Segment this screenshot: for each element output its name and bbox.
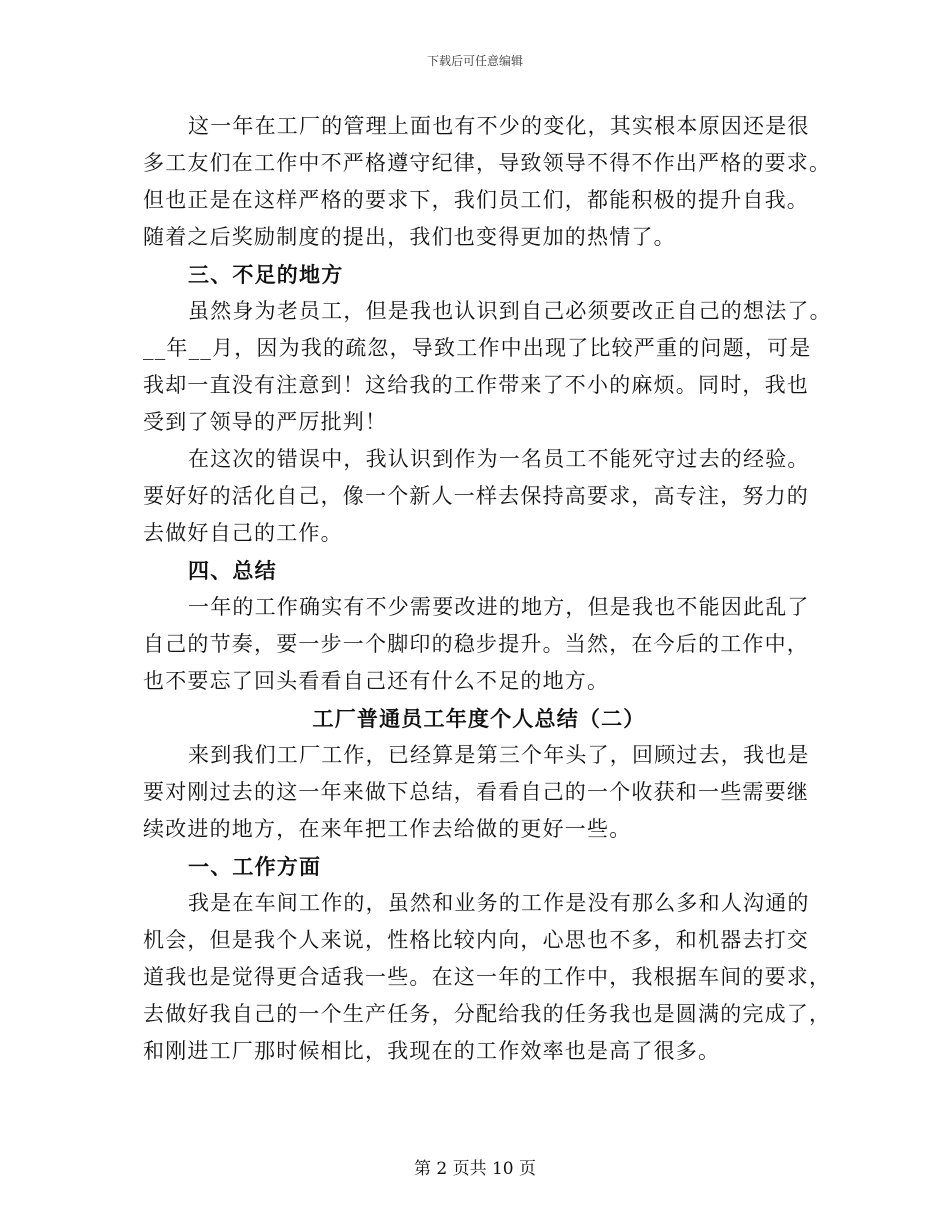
body-text-line: __年__月，因为我的疏忽，导致工作中出现了比较严重的问题，可是 [143, 336, 812, 360]
body-text-line: 去做好自己的工作。 [143, 521, 343, 545]
section-heading: 四、总结 [188, 558, 277, 583]
page-footer: 第 2 页共 10 页 [413, 1159, 537, 1179]
body-text-line: 机会，但是我个人来说，性格比较内向，心思也不多，和机器去打交 [143, 928, 809, 952]
paragraph-first-line: 这一年在工厂的管理上面也有不少的变化，其实根本原因还是很 [188, 114, 810, 138]
document-title: 工厂普通员工年度个人总结（二） [312, 706, 646, 731]
body-text-line: 要对刚过去的这一年来做下总结，看看自己的一个收获和一些需要继 [143, 780, 809, 804]
paragraph-first-line: 来到我们工厂工作，已经算是第三个年头了，回顾过去，我也是 [188, 743, 810, 767]
section-heading: 三、不足的地方 [188, 262, 344, 287]
paragraph-first-line: 虽然身为老员工，但是我也认识到自己必须要改正自己的想法了。 [188, 299, 832, 323]
body-text-line: 和刚进工厂那时候相比，我现在的工作效率也是高了很多。 [143, 1039, 721, 1063]
body-text-line: 多工友们在工作中不严格遵守纪律，导致领导不得不作出严格的要求。 [143, 151, 832, 175]
body-text-line: 也不要忘了回头看看自己还有什么不足的地方。 [143, 669, 610, 693]
body-text-line: 道我也是觉得更合适我一些。在这一年的工作中，我根据车间的要求， [143, 965, 832, 989]
section-heading: 一、工作方面 [188, 854, 322, 879]
body-text-line: 受到了领导的严厉批判！ [143, 410, 388, 434]
body-text-line: 我却一直没有注意到！这给我的工作带来了不小的麻烦。同时，我也 [143, 373, 809, 397]
body-text-line: 要好好的活化自己，像一个新人一样去保持高要求，高专注，努力的 [143, 484, 809, 508]
paragraph-first-line: 在这次的错误中，我认识到作为一名员工不能死守过去的经验。 [188, 447, 810, 471]
paragraph-first-line: 我是在车间工作的，虽然和业务的工作是没有那么多和人沟通的 [188, 891, 810, 915]
paragraph-first-line: 一年的工作确实有不少需要改进的地方，但是我也不能因此乱了 [188, 595, 810, 619]
page-header: 下载后可任意编辑 [426, 54, 523, 68]
body-text-line: 去做好我自己的一个生产任务，分配给我的任务我也是圆满的完成了， [143, 1002, 832, 1026]
body-text-line: 自己的节奏，要一步一个脚印的稳步提升。当然，在今后的工作中， [143, 632, 809, 656]
body-text-line: 续改进的地方，在来年把工作去给做的更好一些。 [143, 817, 632, 841]
body-text-line: 但也正是在这样严格的要求下，我们员工们，都能积极的提升自我。 [143, 188, 809, 212]
document-body [143, 108, 832, 1070]
body-text-line: 随着之后奖励制度的提出，我们也变得更加的热情了。 [143, 225, 676, 249]
